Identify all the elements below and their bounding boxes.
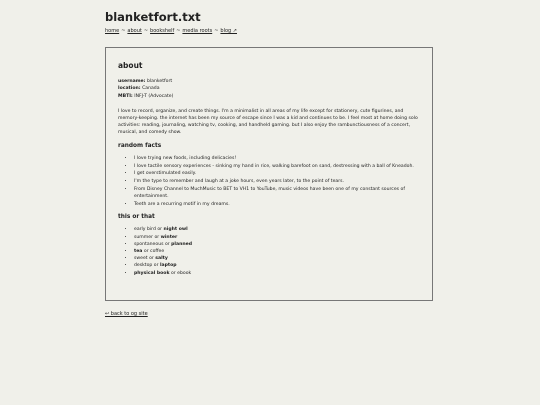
meta-row-username (118, 78, 420, 85)
option-b: night owl (163, 227, 188, 233)
list-item (134, 234, 420, 241)
option-b: laptop (159, 263, 177, 269)
nav-link-bookshelf[interactable]: bookshelf (150, 28, 175, 34)
option-b: coffee (150, 249, 165, 255)
list-item (134, 255, 420, 262)
option-a: desktop (134, 263, 153, 269)
list-item (134, 262, 420, 269)
back-to-og-site-link[interactable]: ↩ back to og site (105, 311, 148, 317)
list-item (134, 241, 420, 248)
option-joiner: or (147, 256, 156, 262)
option-b: ebook (177, 270, 192, 276)
list-item: • From Disney Channel to MuchMusic to BET to VH1 to YouTube, music videos have been one of my constant sources of entertainment. (134, 186, 420, 200)
option-joiner: or (152, 263, 160, 269)
meta-row-location (118, 85, 420, 92)
list-item (134, 270, 420, 277)
profile-meta (118, 78, 420, 100)
this-or-that-list (118, 226, 420, 276)
random-facts-list (118, 155, 420, 208)
about-heading: about (118, 61, 143, 70)
option-a: spontaneous (134, 241, 164, 247)
nav-link-home[interactable]: home (105, 28, 120, 34)
option-joiner: or (169, 270, 178, 276)
option-joiner: or (163, 241, 172, 247)
option-joiner: or (152, 234, 161, 240)
option-a: sweet (134, 256, 148, 262)
option-a: summer (134, 234, 153, 240)
option-a: early bird (134, 227, 156, 233)
this-or-that-heading: this or that (118, 214, 155, 221)
list-item: • I get overstimulated easily. (134, 170, 420, 177)
nav-link-media-roots[interactable]: media roots (182, 28, 213, 34)
meta-key: MBTI: (118, 93, 133, 99)
list-item: • I love trying new foods, including delicacies! (134, 155, 420, 162)
list-item: • I love tactile sensory experiences - sinking my hand in rice, walking barefoot on sand, destressing with a ball of Kneadoh. (134, 163, 420, 170)
option-joiner: or (155, 227, 164, 233)
meta-value: Canada (142, 86, 160, 92)
list-item: • I'm the type to remember and laugh at a joke hours, even years later, to the point of tears. (134, 178, 420, 185)
option-b: salty (155, 256, 168, 262)
option-a: physical book (134, 270, 170, 276)
nav-link-blog[interactable]: blog ↗ (220, 28, 237, 34)
nav-separator: ~ (121, 28, 126, 34)
meta-key: username: (118, 79, 146, 85)
nav-bar (105, 28, 237, 34)
nav-separator: ~ (143, 28, 149, 34)
nav-separator: ~ (214, 28, 219, 34)
meta-key: location: (118, 86, 141, 92)
site-title: blanketfort.txt (105, 10, 201, 24)
bio-paragraph: I love to record, organize, and create things. I'm a minimalist in all areas of my life except for stationery, cute figurines, and memory-keeping. the internet has been my source of escape since I was a kid and continues to be. I feel most at home doing solo activities: reading, journaling, watching tv, cooking, and handheld gaming. but I also enjoy the rambunctiousness of a concert, musical, and comedy show. (118, 108, 418, 136)
option-b: planned (171, 241, 193, 247)
list-item (134, 226, 420, 233)
option-joiner: or (142, 249, 151, 255)
list-item (134, 248, 420, 255)
meta-row-mbti (118, 93, 420, 100)
list-item: • Teeth are a recurring motif in my dreams. (134, 201, 420, 208)
nav-link-about[interactable]: about (127, 28, 142, 34)
nav-separator: ~ (176, 28, 181, 34)
about-panel (105, 47, 433, 301)
random-facts-heading: random facts (118, 142, 162, 149)
meta-value: blanketfort (146, 79, 173, 85)
option-a: tea (134, 249, 143, 255)
meta-value: INFJ-T (Advocate) (134, 93, 174, 99)
option-b: winter (160, 234, 178, 240)
